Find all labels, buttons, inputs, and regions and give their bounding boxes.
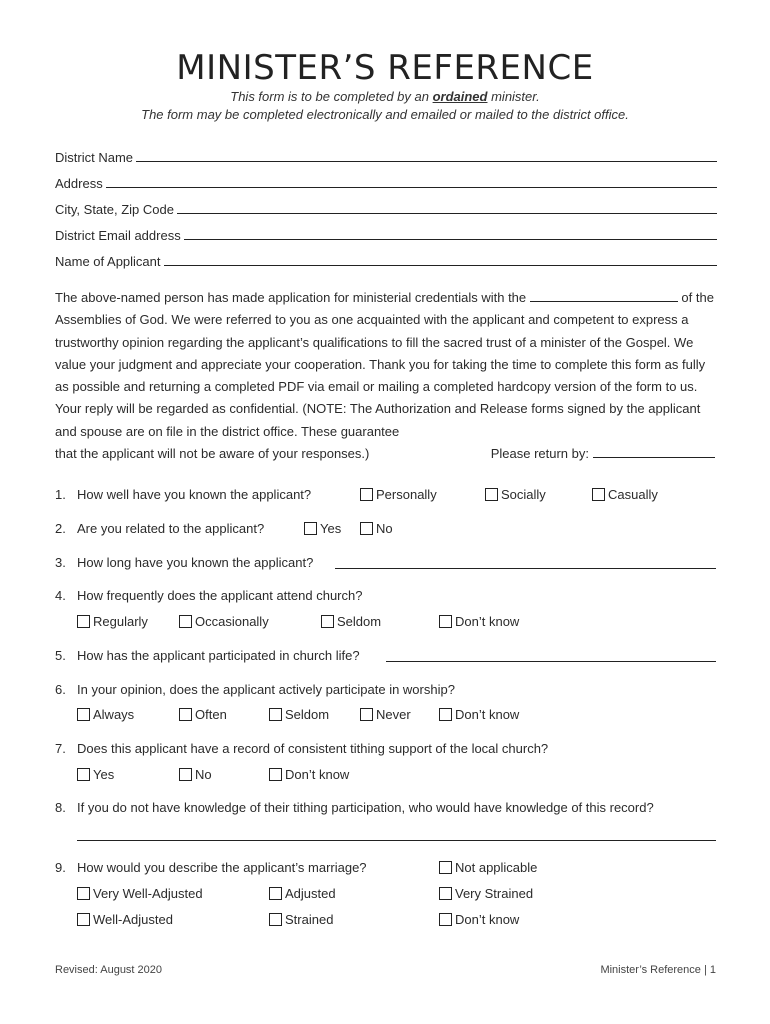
option-label: Not applicable	[455, 860, 538, 875]
option-no[interactable]	[360, 521, 393, 536]
question-7	[55, 741, 548, 756]
question-3	[55, 555, 313, 570]
checkbox[interactable]	[77, 768, 90, 781]
option-seldom[interactable]	[321, 614, 381, 629]
subtitle-line-1	[0, 89, 770, 104]
option-yes[interactable]	[77, 767, 114, 782]
intro-last: that the applicant will not be aware of your responses.)	[55, 446, 370, 462]
district-email-label: District Email address	[55, 228, 181, 243]
question-number: 5.	[55, 648, 66, 663]
question-4	[55, 588, 362, 603]
return-by-label: Please return by:	[490, 446, 589, 462]
option-label: Very Well-Adjusted	[93, 886, 203, 901]
question-number: 2.	[55, 521, 66, 536]
checkbox[interactable]	[439, 708, 452, 721]
option-label: Don’t know	[455, 614, 520, 629]
intro-paragraph	[55, 287, 717, 465]
option-label: Never	[376, 707, 411, 722]
question-1	[55, 487, 311, 502]
option-well-adjusted[interactable]	[77, 912, 173, 927]
checkbox[interactable]	[77, 615, 90, 628]
option-very-well-adjusted[interactable]	[77, 886, 203, 901]
checkbox[interactable]	[269, 913, 282, 926]
question-text: How has the applicant participated in church life?	[77, 648, 360, 663]
applicant-name-field[interactable]	[55, 251, 717, 269]
question-number: 1.	[55, 487, 66, 502]
option-label: Very Strained	[455, 886, 534, 901]
checkbox[interactable]	[269, 708, 282, 721]
subtitle-text-end: minister.	[487, 89, 540, 104]
option-dont-know[interactable]	[269, 767, 349, 782]
option-label: Always	[93, 707, 135, 722]
subtitle-emphasis: ordained	[432, 89, 488, 104]
district-name-field[interactable]	[55, 147, 717, 165]
checkbox[interactable]	[439, 861, 452, 874]
checkbox[interactable]	[360, 708, 373, 721]
district-name-label: District Name	[55, 150, 134, 165]
checkbox[interactable]	[179, 615, 192, 628]
option-not-applicable[interactable]	[439, 860, 537, 875]
option-regularly[interactable]	[77, 614, 148, 629]
checkbox[interactable]	[360, 488, 373, 501]
checkbox[interactable]	[360, 522, 373, 535]
option-strained[interactable]	[269, 912, 333, 927]
checkbox[interactable]	[592, 488, 605, 501]
option-often[interactable]	[179, 707, 227, 722]
applicant-name-line[interactable]	[164, 265, 717, 266]
option-dont-know[interactable]	[439, 912, 519, 927]
question-number: 6.	[55, 682, 66, 697]
return-by-blank[interactable]	[593, 446, 715, 458]
city-state-zip-field[interactable]	[55, 199, 717, 217]
address-line[interactable]	[106, 187, 717, 188]
district-email-line[interactable]	[184, 239, 717, 240]
q5-answer-line[interactable]	[386, 661, 716, 662]
question-text: How well have you known the applicant?	[77, 487, 312, 502]
option-label: Socially	[501, 487, 546, 502]
option-label: Seldom	[285, 707, 330, 722]
option-casually[interactable]	[592, 487, 658, 502]
footer-revised: Revised: August 2020	[55, 964, 163, 976]
option-label: Casually	[608, 487, 658, 502]
option-label: Yes	[320, 521, 342, 536]
address-field[interactable]	[55, 173, 717, 191]
question-6	[55, 682, 455, 697]
option-yes[interactable]	[304, 521, 341, 536]
question-text: How frequently does the applicant attend church?	[77, 588, 363, 603]
question-number: 8.	[55, 800, 66, 815]
option-label: Well-Adjusted	[93, 912, 173, 927]
option-never[interactable]	[360, 707, 411, 722]
intro-body: of the Assemblies of God. We were referred to you as one acquainted with the applicant and competent to express a trustworthy opinion regarding the applicant’s qualifications to fill the sacred trust of a minister of the Gospel. We value your judgment and appreciate your cooperation. Thank you for taking the time to complete this form as fully as possible and returning a completed PDF via email or mailing a completed hardcopy version of the form to us. Your reply will be regarded as confidential. (NOTE: The Authorization and Release forms signed by the applicant and spouse are on file in the district office. These guarantee	[55, 290, 714, 439]
option-label: Regularly	[93, 614, 148, 629]
checkbox[interactable]	[77, 887, 90, 900]
checkbox[interactable]	[485, 488, 498, 501]
checkbox[interactable]	[269, 887, 282, 900]
option-adjusted[interactable]	[269, 886, 336, 901]
district-email-field[interactable]	[55, 225, 717, 243]
page-title: MINISTER’S REFERENCE	[176, 48, 594, 88]
option-label: Strained	[285, 912, 334, 927]
subtitle-text: This form is to be completed by an	[230, 89, 433, 104]
checkbox[interactable]	[439, 615, 452, 628]
option-label: Yes	[93, 767, 115, 782]
question-text: How would you describe the applicant’s marriage?	[77, 860, 367, 875]
option-label: No	[376, 521, 393, 536]
question-text: If you do not have knowledge of their tithing participation, who would have knowledge of this record?	[77, 800, 654, 815]
question-text: Are you related to the applicant?	[77, 521, 265, 536]
option-label: Seldom	[337, 614, 382, 629]
checkbox[interactable]	[179, 708, 192, 721]
address-label: Address	[55, 176, 103, 191]
option-label: Adjusted	[285, 886, 336, 901]
option-seldom[interactable]	[269, 707, 329, 722]
checkbox[interactable]	[77, 913, 90, 926]
option-personally[interactable]	[360, 487, 437, 502]
question-8	[55, 800, 654, 815]
checkbox[interactable]	[321, 615, 334, 628]
question-number: 3.	[55, 555, 66, 570]
option-dont-know[interactable]	[439, 614, 519, 629]
footer-page-label: Minister’s Reference | 1	[600, 964, 716, 976]
city-state-zip-label: City, State, Zip Code	[55, 202, 174, 217]
option-label: Occasionally	[195, 614, 269, 629]
intro-lead: The above-named person has made application for ministerial credentials with the	[55, 290, 527, 305]
applicant-name-label: Name of Applicant	[55, 254, 161, 269]
checkbox[interactable]	[179, 768, 192, 781]
option-label: Don’t know	[285, 767, 350, 782]
question-text: How long have you known the applicant?	[77, 555, 314, 570]
option-label: No	[195, 767, 212, 782]
question-number: 7.	[55, 741, 66, 756]
option-socially[interactable]	[485, 487, 546, 502]
credentials-district-blank[interactable]	[530, 289, 678, 302]
question-number: 4.	[55, 588, 66, 603]
return-by	[491, 443, 717, 465]
checkbox[interactable]	[304, 522, 317, 535]
district-name-line[interactable]	[136, 161, 717, 162]
return-row	[55, 443, 717, 465]
question-5	[55, 648, 360, 663]
question-text: Does this applicant have a record of consistent tithing support of the local church?	[77, 741, 549, 756]
checkbox[interactable]	[439, 887, 452, 900]
option-no[interactable]	[179, 767, 212, 782]
q8-answer-line[interactable]	[77, 840, 716, 841]
checkbox[interactable]	[77, 708, 90, 721]
question-text: In your opinion, does the applicant actively participate in worship?	[77, 682, 455, 697]
question-9	[55, 860, 367, 875]
option-label: Don’t know	[455, 707, 520, 722]
option-label: Don’t know	[455, 912, 520, 927]
subtitle-line-2: The form may be completed electronically and emailed or mailed to the district office.	[141, 107, 629, 122]
q3-answer-line[interactable]	[335, 568, 716, 569]
checkbox[interactable]	[439, 913, 452, 926]
option-label: Personally	[376, 487, 437, 502]
checkbox[interactable]	[269, 768, 282, 781]
option-dont-know[interactable]	[439, 707, 519, 722]
question-number: 9.	[55, 860, 66, 875]
question-2	[55, 521, 264, 536]
option-label: Often	[195, 707, 227, 722]
option-very-strained[interactable]	[439, 886, 533, 901]
city-state-zip-line[interactable]	[177, 213, 717, 214]
option-always[interactable]	[77, 707, 134, 722]
option-occasionally[interactable]	[179, 614, 269, 629]
